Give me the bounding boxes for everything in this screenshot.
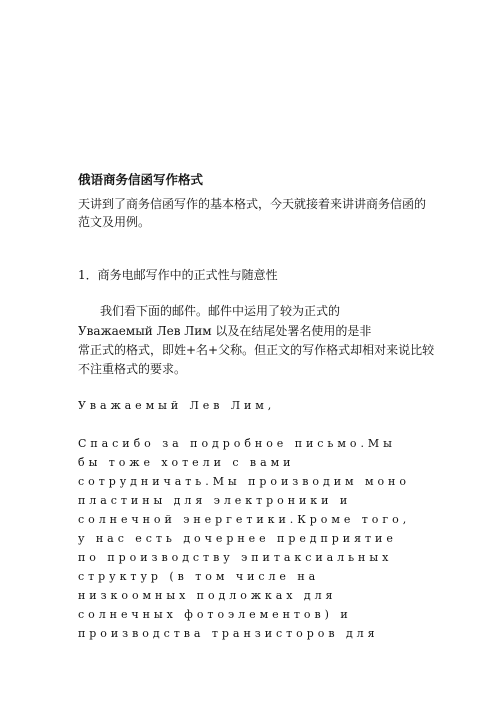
section-paragraph-line-3: 常正式的格式，即姓+名+父称。但正文的写作格式却相对来说比较 [78,343,435,357]
section-paragraph-line-4: 不注重格式的要求。 [78,362,187,376]
section-paragraph-line-1: 我们看下面的邮件。邮件中运用了较为正式的 [100,304,341,318]
letter-greeting: Уважаемый Лев Лим, [78,399,276,412]
letter-line-7: по производству эпитаксиальных [78,551,393,564]
letter-line-6: у нас есть дочернее предприятие [78,532,397,545]
letter-line-11: производства транзисторов для [78,627,379,640]
letter-line-4: пластины для электроники и [78,494,352,507]
document-title: 俄语商务信函写作格式 [78,172,204,187]
intro-line-1: 天讲到了商务信函写作的基本格式，今天就接着来讲讲商务信函的 [78,197,427,211]
letter-line-5: солнечной энергетики.Кроме того, [78,513,411,526]
letter-line-2: бы тоже хотели с вами [78,456,295,469]
letter-line-1: Спасибо за подробное письмо.Мы [78,437,396,450]
letter-line-8: структур (в том числе на [78,570,320,583]
letter-line-10: солнечных фотоэлементов) и [78,608,352,621]
section-paragraph-line-2: Уважаемый Лев Лим 以及在结尾处署名使用的是非 [78,324,372,338]
intro-line-2: 范文及用例。 [78,215,151,229]
section-heading: 1．商务电邮写作中的正式性与随意性 [78,268,278,282]
letter-line-9: низкоомных подложках для [78,589,337,602]
letter-line-3: сотрудничать.Мы производим моно [78,475,410,488]
